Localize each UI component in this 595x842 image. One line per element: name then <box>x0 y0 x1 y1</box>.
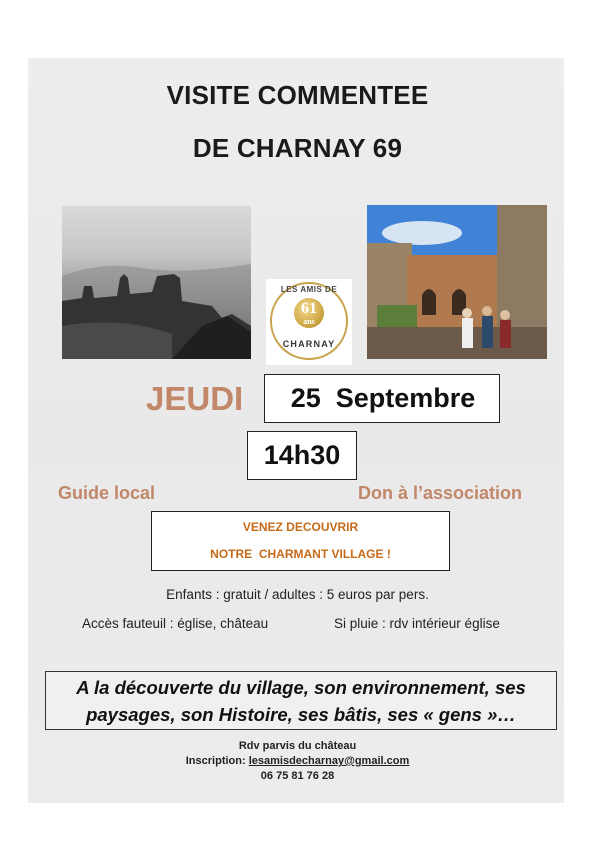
invite-line-2: NOTRE CHARMANT VILLAGE ! <box>210 547 391 561</box>
logo-number: 61 <box>301 300 317 317</box>
invite-box <box>151 511 450 571</box>
event-time-box <box>247 431 357 480</box>
invite-line-1: VENEZ DECOUVRIR <box>242 520 359 534</box>
castle-visit-photo <box>367 205 547 359</box>
description-line-2: paysages, son Histoire, ses bâtis, ses « gens »… <box>86 704 516 725</box>
rain-info: Si pluie : rdv intérieur église <box>334 616 500 631</box>
description-line-1: A la découverte du village, son environnement, ses <box>76 677 526 698</box>
price-info: Enfants : gratuit / adultes : 5 euros par pers. <box>166 587 429 602</box>
donation-label: Don à l’association <box>358 483 523 503</box>
access-info: Accès fauteuil : église, château <box>82 616 269 631</box>
event-date-box <box>264 374 500 423</box>
email-link[interactable]: lesamisdecharnay@gmail.com <box>248 755 410 767</box>
event-time: 14h30 <box>263 440 341 470</box>
inscription-line <box>0 755 595 767</box>
event-day: JEUDI <box>146 380 244 417</box>
title-line-1: VISITE COMMENTEE <box>166 80 429 110</box>
logo-unit: ans <box>303 317 315 326</box>
amis-de-charnay-logo <box>266 279 352 365</box>
event-date: 25 Septembre <box>290 383 476 413</box>
description-box <box>45 671 557 730</box>
phone-number: 06 75 81 76 28 <box>260 770 335 782</box>
logo-bottom-text: CHARNAY <box>282 339 336 349</box>
meeting-point: Rdv parvis du château <box>238 740 357 752</box>
village-landscape-photo <box>62 206 251 359</box>
guide-label: Guide local <box>58 483 156 503</box>
logo-top-text: LES AMIS DE <box>280 285 338 294</box>
title-line-2: DE CHARNAY 69 <box>192 133 403 163</box>
inscription-label: Inscription: <box>185 755 249 767</box>
